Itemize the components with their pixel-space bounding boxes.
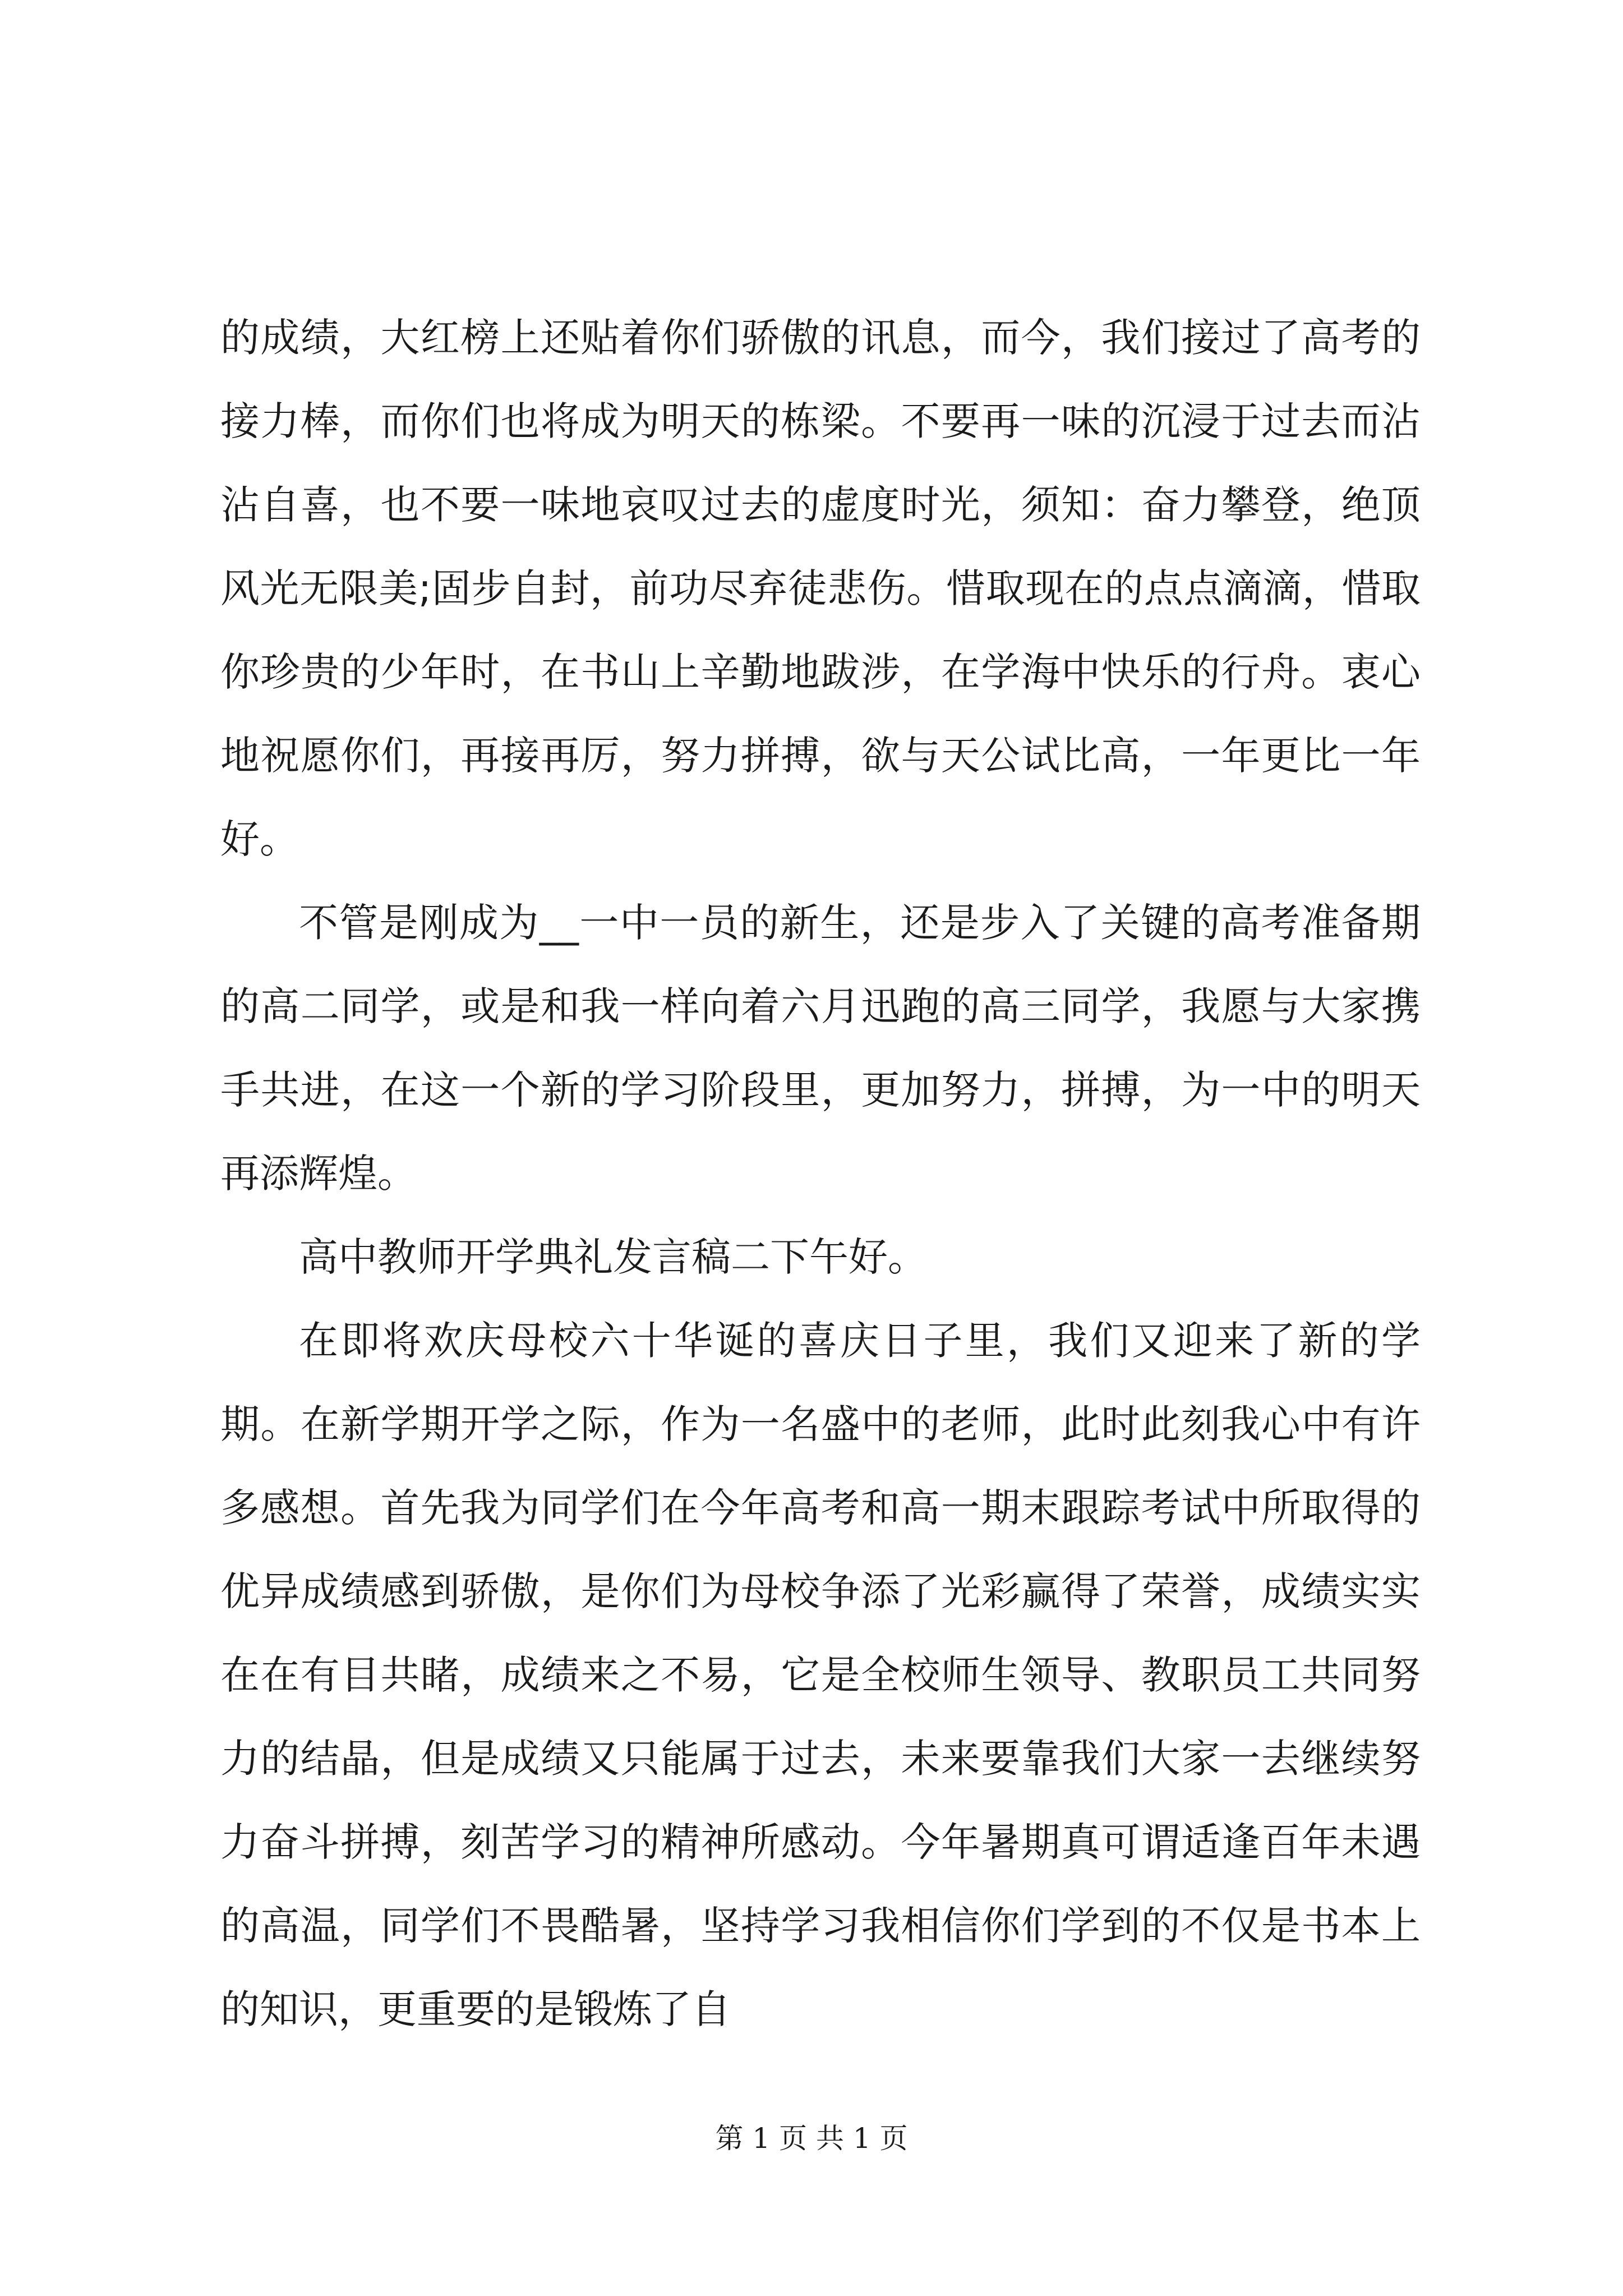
document-body xyxy=(220,296,1421,2051)
page-footer: 第 1 页 共 1 页 xyxy=(715,2122,908,2155)
paragraph-new-students: 不管是刚成为__一中一员的新生，还是步入了关键的高考准备期的高二同学，或是和我一样向着六月迅跑的高三同学，我愿与大家携手共进，在这一个新的学习阶段里，更加努力，拼搏，为一中的明天再添辉煌。 xyxy=(220,900,1421,1197)
paragraph-continuation: 的成绩，大红榜上还贴着你们骄傲的讯息，而今，我们接过了高考的接力棒，而你们也将成为明天的栋梁。不要再一味的沉浸于过去而沾沾自喜，也不要一味地哀叹过去的虚度时光，须知：奋力攀登，绝顶风光无限美;固步自封，前功尽弃徒悲伤。惜取现在的点点滴滴，惜取你珍贵的少年时，在书山上辛勤地跋涉，在学海中快乐的行舟。衷心地祝愿你们，再接再厉，努力拼搏，欲与天公试比高，一年更比一年好。 xyxy=(220,315,1421,862)
paragraph-speech-heading: 高中教师开学典礼发言稿二下午好。 xyxy=(299,1234,927,1280)
paragraph-teacher-speech: 在即将欢庆母校六十华诞的喜庆日子里，我们又迎来了新的学期。在新学期开学之际，作为一名盛中的老师，此时此刻我心中有许多感想。首先我为同学们在今年高考和高一期末跟踪考试中所取得的优异成绩感到骄傲，是你们为母校争添了光彩赢得了荣誉，成绩实实在在有目共睹，成绩来之不易，它是全校师生领导、教职员工共同努力的结晶，但是成绩又只能属于过去，未来要靠我们大家一去继续努力奋斗拼搏，刻苦学习的精神所感动。今年暑期真可谓适逢百年未遇的高温，同学们不畏酷暑，坚持学习我相信你们学到的不仅是书本上的知识，更重要的是锻炼了自 xyxy=(220,1318,1421,2032)
